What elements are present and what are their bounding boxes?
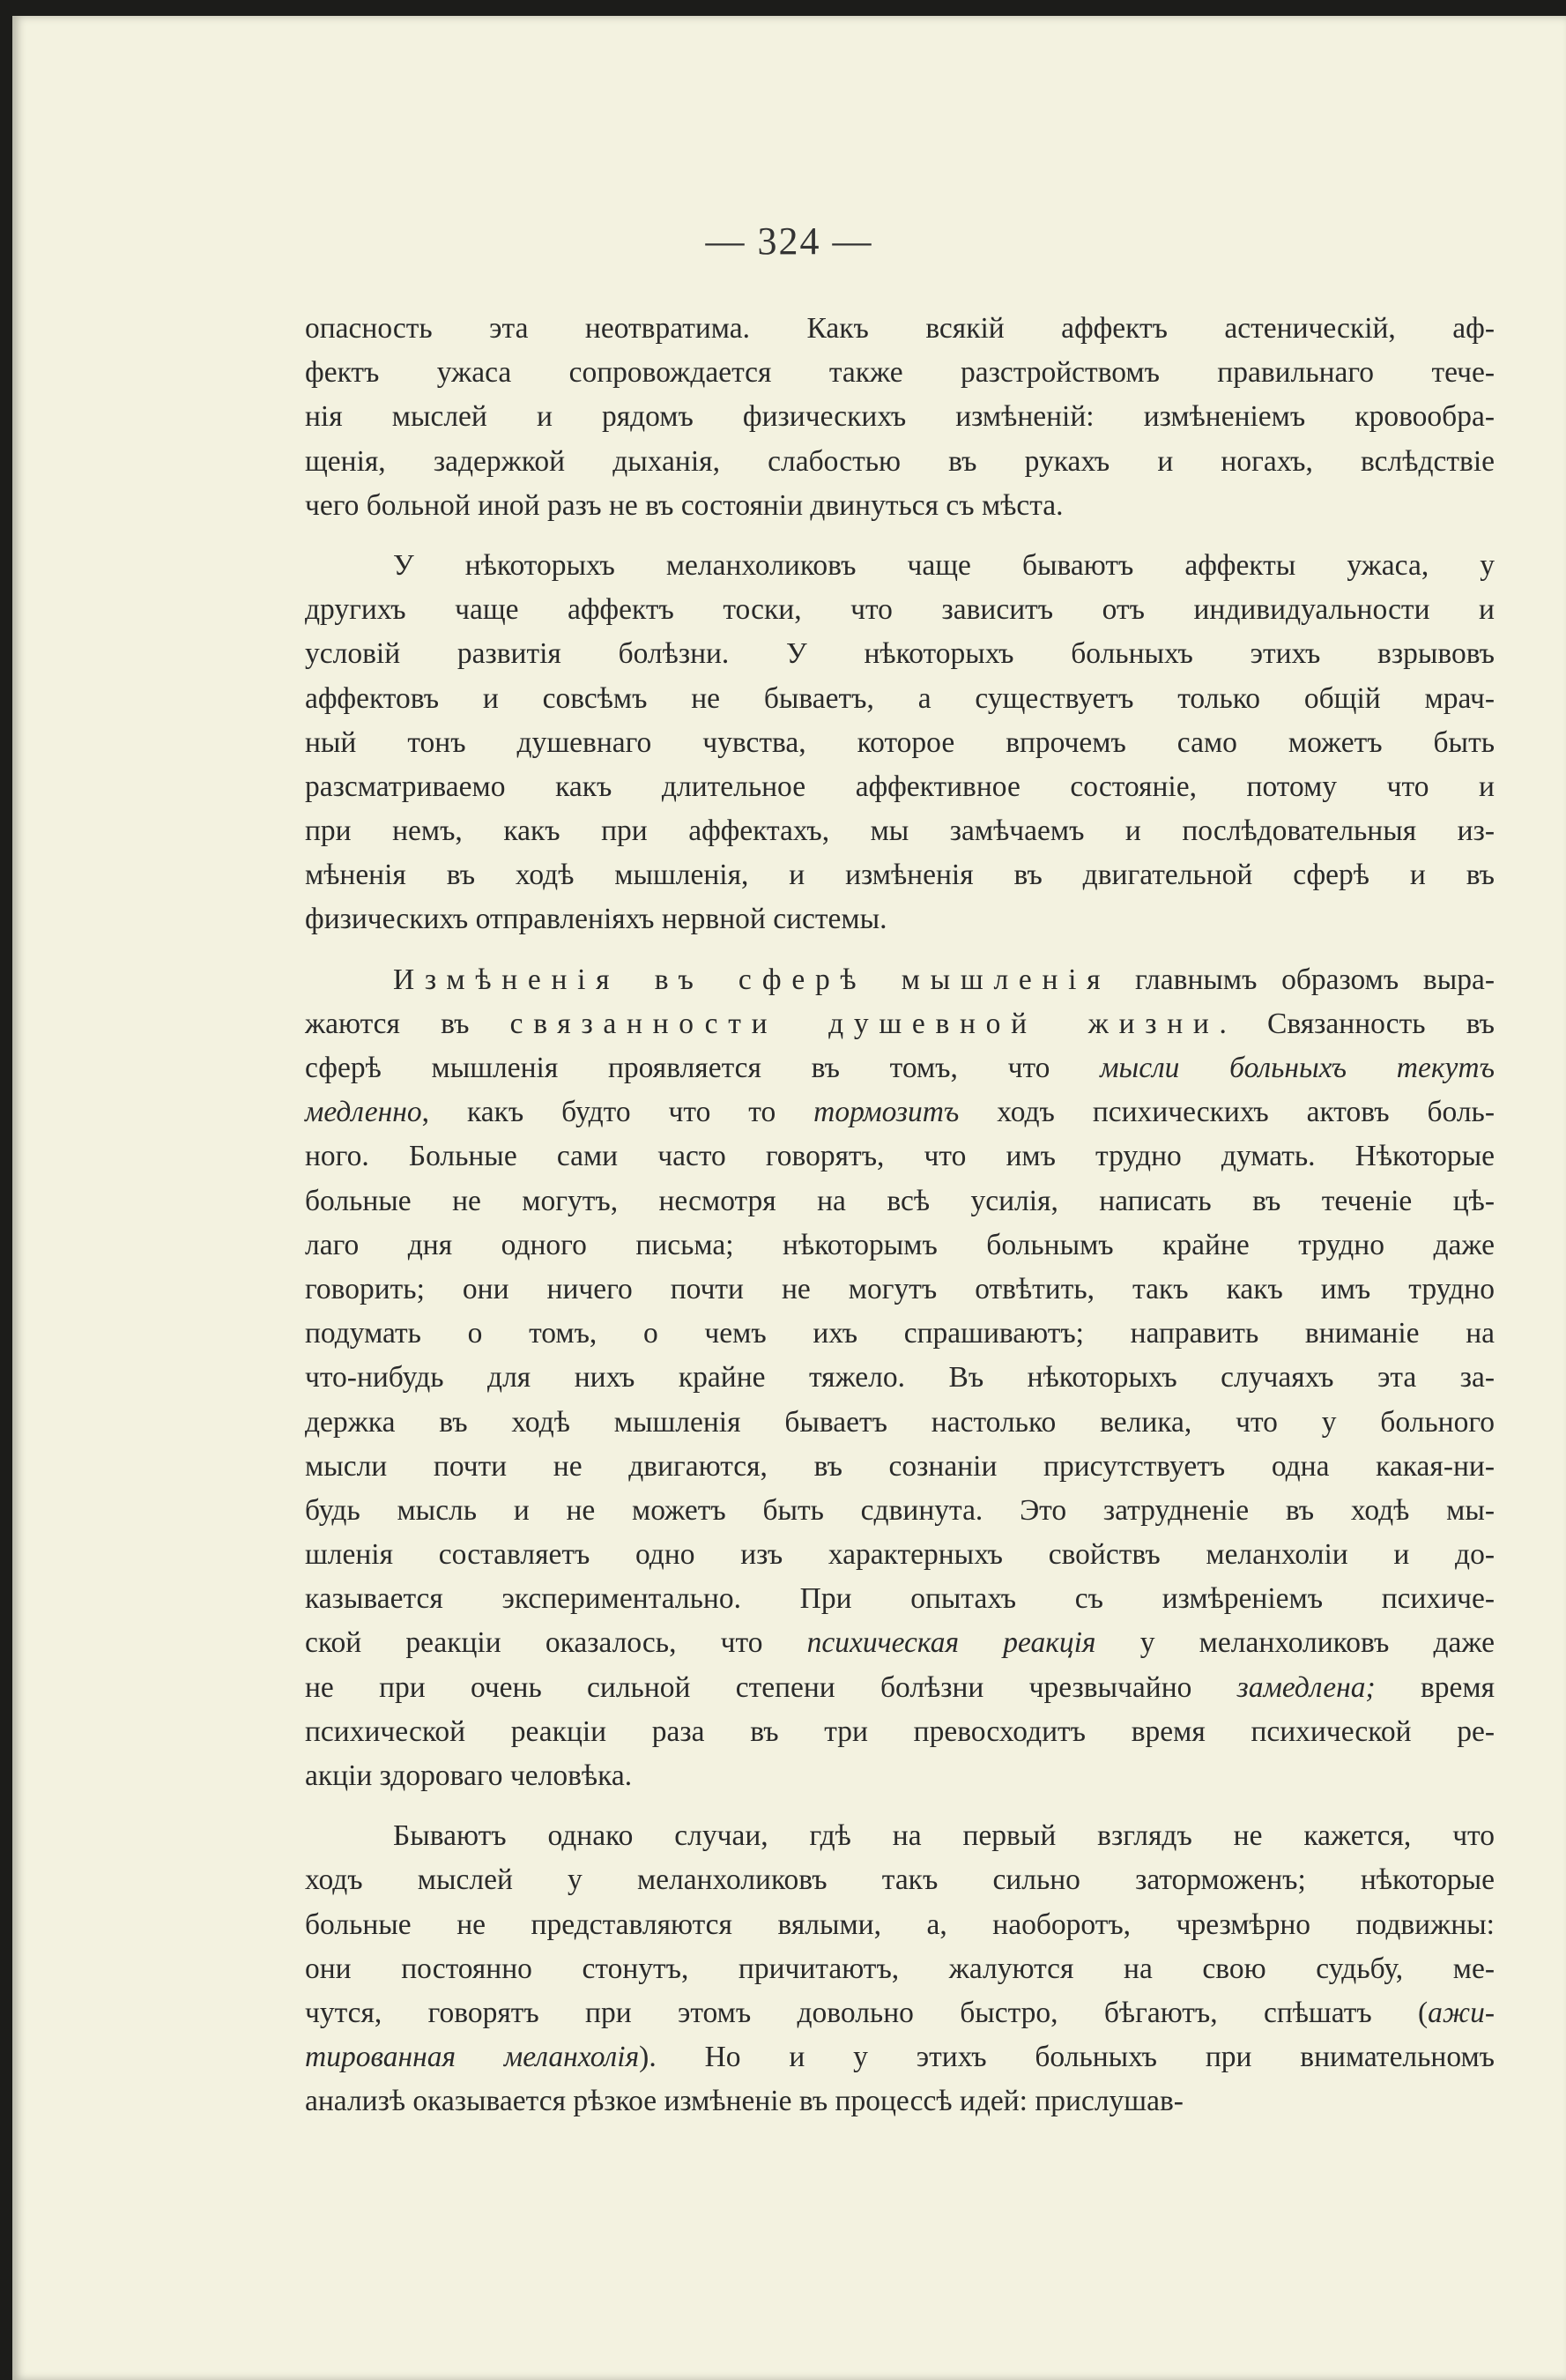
- text-run: чутся, говорятъ при этомъ довольно быстро, бѣгаютъ, спѣшатъ (: [305, 1996, 1429, 2029]
- text-run: условій развитія болѣзни. У нѣкоторыхъ больныхъ этихъ взрывовъ: [305, 637, 1495, 671]
- text-line: [305, 2079, 1495, 2123]
- text-line: [305, 1533, 1495, 1577]
- text-run: щенія, задержкой дыханія, слабостью въ рукахъ и ногахъ, вслѣдствіе: [305, 444, 1495, 478]
- text-line: [305, 1710, 1495, 1754]
- paragraph: [305, 958, 1495, 1799]
- text-run: время: [1375, 1670, 1495, 1704]
- paragraph: [305, 1814, 1495, 2123]
- text-line: [305, 632, 1495, 676]
- text-line: [305, 1002, 1495, 1046]
- text-run: сферѣ мышленія проявляется въ томъ, что: [305, 1052, 1101, 1084]
- text-run: . Связанность въ: [1219, 1007, 1495, 1040]
- text-line: [305, 1268, 1495, 1312]
- text-line: [305, 1903, 1495, 1947]
- text-line: [305, 1312, 1495, 1356]
- text-line: [305, 1814, 1495, 1858]
- text-run: что-нибудь для нихъ крайне тяжело. Въ нѣкоторыхъ случаяхъ эта за-: [305, 1361, 1495, 1395]
- text-line: [305, 1666, 1495, 1710]
- text-run: ный тонъ душевнаго чувства, которое впрочемъ само можетъ быть: [305, 725, 1495, 759]
- text-run: ходъ психическихъ актовъ боль-: [959, 1096, 1495, 1129]
- text-line: [305, 1090, 1495, 1134]
- text-run: ного. Больные сами часто говорятъ, что имъ трудно думать. Нѣкоторые: [305, 1140, 1495, 1173]
- text-line: [305, 1179, 1495, 1223]
- book-page: [12, 16, 1566, 2380]
- text-line: [305, 307, 1495, 351]
- text-line: [305, 1356, 1495, 1400]
- text-run: больные не представляются вялыми, а, наоборотъ, чрезмѣрно подвижны:: [305, 1908, 1495, 1941]
- text-run: у меланхоликовъ даже: [1095, 1626, 1495, 1660]
- text-line: [305, 809, 1495, 853]
- text-line: [305, 484, 1495, 528]
- text-line: [305, 677, 1495, 721]
- italic-text: ажи-: [1428, 1996, 1495, 2029]
- text-run: ской реакціи оказалось, что: [305, 1626, 807, 1660]
- paragraph-gap: [305, 942, 1495, 958]
- text-line: [305, 1489, 1495, 1533]
- text-line: [305, 588, 1495, 632]
- text-run: разсматриваемо какъ длительное аффективное состояніе, потому что и: [305, 770, 1495, 803]
- italic-text: тормозитъ: [813, 1096, 960, 1129]
- text-run: при немъ, какъ при аффектахъ, мы замѣчаемъ и послѣдовательныя из-: [305, 814, 1495, 848]
- text-run: опасность эта неотвратима. Какъ всякій аффектъ астеническій, аф-: [305, 312, 1495, 345]
- text-run: аффектовъ и совсѣмъ не бываетъ, а существуетъ только общій мрач-: [305, 681, 1495, 715]
- text-line: [305, 1621, 1495, 1665]
- text-run: Бываютъ однако случаи, гдѣ на первый взглядъ не кажется, что: [393, 1819, 1495, 1853]
- text-run: не при очень сильной степени болѣзни чрезвычайно: [305, 1670, 1237, 1704]
- text-line: [305, 544, 1495, 588]
- text-line: [305, 1858, 1495, 1902]
- text-line: [305, 897, 1495, 941]
- text-line: [305, 1991, 1495, 2035]
- text-run: подумать о томъ, о чемъ ихъ спрашиваютъ; направить вниманіе на: [305, 1317, 1495, 1350]
- italic-text: медленно: [305, 1096, 422, 1129]
- page-number: — 324 —: [705, 219, 873, 263]
- italic-text: психическая реакція: [806, 1626, 1096, 1660]
- text-run: психической реакціи раза въ три превосходитъ время психической ре-: [305, 1714, 1495, 1748]
- text-run: фектъ ужаса сопровождается также разстройствомъ правильнаго тече-: [305, 356, 1495, 390]
- text-line: [305, 351, 1495, 395]
- text-run: другихъ чаще аффектъ тоски, что зависитъ отъ индивидуальности и: [305, 593, 1495, 627]
- text-line: [305, 1445, 1495, 1489]
- text-line: [305, 1577, 1495, 1621]
- text-line: [305, 765, 1495, 809]
- text-line: [305, 1134, 1495, 1179]
- text-run: физическихъ отправленіяхъ нервной системы.: [305, 903, 887, 936]
- text-run: главнымъ образомъ выра-: [1110, 963, 1495, 996]
- text-run: У нѣкоторыхъ меланхоликовъ чаще бываютъ аффекты ужаса, у: [393, 548, 1495, 582]
- spaced-text: связанности душевной жизни: [509, 1007, 1220, 1040]
- text-run: больные не могутъ, несмотря на всѣ усилія, написать въ теченіе цѣ-: [305, 1184, 1495, 1217]
- text-run: держка въ ходѣ мышленія бываетъ настолько велика, что у больного: [305, 1405, 1495, 1439]
- text-line: [305, 440, 1495, 484]
- text-run: мысли почти не двигаются, въ сознаніи присутствуетъ одна какая-ни-: [305, 1449, 1495, 1483]
- text-line: [305, 1947, 1495, 1991]
- text-line: [305, 2035, 1495, 2079]
- text-run: лаго дня одного письма; нѣкоторымъ больнымъ крайне трудно даже: [305, 1228, 1495, 1261]
- text-line: [305, 853, 1495, 897]
- text-run: ходъ мыслей у меланхоликовъ такъ сильно заторможенъ; нѣкоторые: [305, 1863, 1495, 1897]
- body-text: [305, 307, 1495, 2124]
- paragraph-gap: [305, 1798, 1495, 1814]
- text-line: [305, 958, 1495, 1002]
- text-run: жаются въ: [305, 1007, 510, 1040]
- paragraph: [305, 307, 1495, 528]
- italic-text: мысли больныхъ текутъ: [1100, 1052, 1495, 1084]
- text-run: чего больной иной разъ не въ состояніи двинуться съ мѣста.: [305, 488, 1064, 522]
- text-run: акціи здороваго человѣка.: [305, 1759, 633, 1792]
- text-line: [305, 1754, 1495, 1798]
- text-run: , какъ будто что то: [421, 1096, 814, 1129]
- paragraph: [305, 544, 1495, 942]
- text-run: анализѣ оказывается рѣзкое измѣненіе въ процессѣ идей: прислушав-: [305, 2085, 1184, 2118]
- text-line: [305, 1046, 1495, 1090]
- italic-text: замедлена;: [1236, 1670, 1376, 1704]
- text-run: шленія составляетъ одно изъ характерныхъ свойствъ меланхоліи и до-: [305, 1538, 1495, 1572]
- text-run: ). Но и у этихъ больныхъ при внимательномъ: [639, 2041, 1495, 2074]
- text-line: [305, 1223, 1495, 1268]
- text-line: [305, 395, 1495, 439]
- text-run: говорить; они ничего почти не могутъ отвѣтить, такъ какъ имъ трудно: [305, 1272, 1495, 1305]
- text-line: [305, 1401, 1495, 1445]
- text-line: [305, 721, 1495, 765]
- paragraph-gap: [305, 528, 1495, 544]
- text-run: нія мыслей и рядомъ физическихъ измѣненій: измѣненіемъ кровообра-: [305, 400, 1495, 434]
- text-run: мѣненія въ ходѣ мышленія, и измѣненія въ двигательной сферѣ и въ: [305, 859, 1495, 892]
- text-run: будь мысль и не можетъ быть сдвинута. Это затрудненіе въ ходѣ мы-: [305, 1493, 1495, 1527]
- text-run: они постоянно стонутъ, причитаютъ, жалуются на свою судьбу, ме-: [305, 1952, 1495, 1985]
- spaced-text: Измѣненія въ сферѣ мышленія: [393, 963, 1111, 996]
- italic-text: тированная меланхолія: [305, 2041, 640, 2074]
- text-run: казывается экспериментально. При опытахъ съ измѣреніемъ психиче-: [305, 1582, 1495, 1616]
